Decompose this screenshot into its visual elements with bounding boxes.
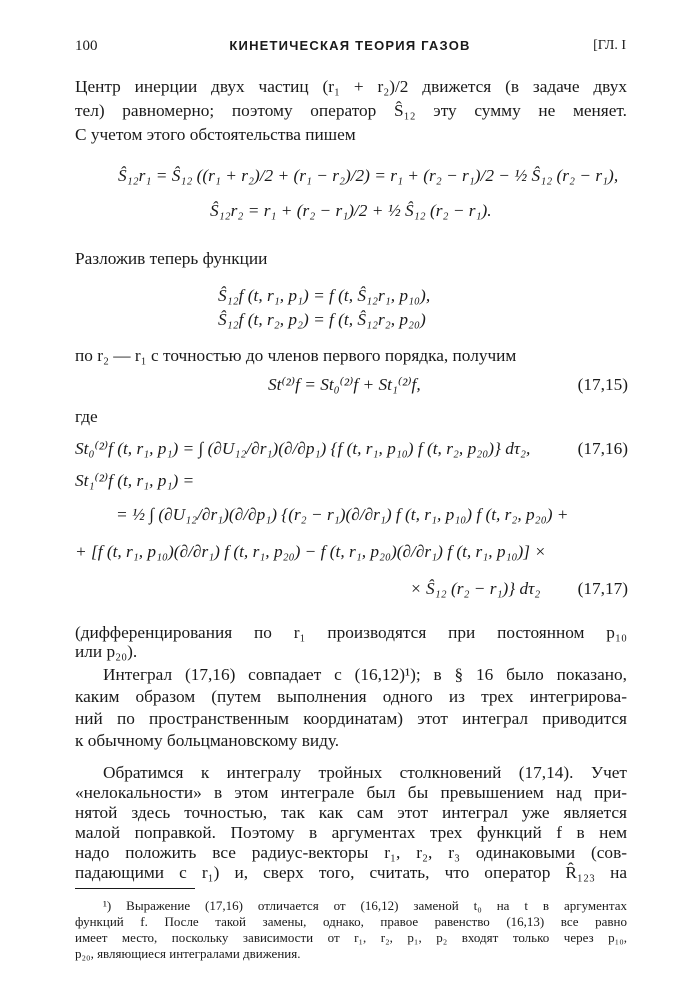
text-line: ний по пространственным координатам) этот интеграл приводится	[75, 709, 627, 728]
footnote-line: функций f. После такой замены, однако, правое равенство (16,13) все равно	[75, 914, 627, 929]
text-line: падающими с r₁) и, сверх того, считать, что оператор R̂₁₂₃ на	[75, 863, 627, 882]
text-line: Разложив теперь функции	[75, 249, 268, 268]
equation: Ŝ₁₂r₁ = Ŝ₁₂ ((r₁ + r₂)/2 + (r₁ − r₂)/2) = r₁ + (r₂ − r₁)/2 − ½ Ŝ₁₂ (r₂ − r₁),	[118, 166, 619, 185]
text-line: С учетом этого обстоятельства пишем	[75, 125, 356, 144]
equation: × Ŝ₁₂ (r₂ − r₁)} dτ₂	[410, 579, 541, 598]
text-line: Обратимся к интегралу тройных столкновений (17,14). Учет	[103, 763, 627, 782]
text-line: надо положить все радиус-векторы r₁, r₂, r₃ одинаковыми (сов-	[75, 843, 627, 862]
text-line: где	[75, 407, 98, 426]
equation: + [f (t, r₁, p₁₀)(∂/∂r₁) f (t, r₁, p₂₀) − f (t, r₁, p₂₀)(∂/∂r₁) f (t, r₁, p₁₀)] ×	[75, 542, 547, 561]
text-line: или p₂₀).	[75, 642, 138, 661]
equation-number: (17,16)	[577, 439, 628, 458]
equation: = ½ ∫ (∂U₁₂/∂r₁)(∂/∂p₁) {(r₂ − r₁)(∂/∂r₁) f (t, r₁, p₁₀) f (t, r₂, p₂₀) +	[116, 505, 569, 524]
text-line: каким образом (путем выполнения одного из трех интегрирова-	[75, 687, 627, 706]
text-line: малой поправкой. Поэтому в аргументах трех функций f в нем	[75, 823, 627, 842]
equation: Ŝ₁₂f (t, r₁, p₁) = f (t, Ŝ₁₂r₁, p₁₀),	[218, 286, 431, 305]
text-line: тел) равномерно; поэтому оператор Ŝ₁₂ эту сумму не меняет.	[75, 101, 627, 120]
text-line: (дифференцирования по r₁ производятся при постоянном p₁₀	[75, 623, 627, 642]
equation: Ŝ₁₂r₂ = r₁ + (r₂ − r₁)/2 + ½ Ŝ₁₂ (r₂ − r₁).	[210, 201, 492, 220]
equation: St₀⁽²⁾f (t, r₁, p₁) = ∫ (∂U₁₂/∂r₁)(∂/∂p₁) {f (t, r₁, p₁₀) f (t, r₂, p₂₀)} dτ₂,	[75, 439, 531, 458]
running-title: КИНЕТИЧЕСКАЯ ТЕОРИЯ ГАЗОВ	[229, 38, 471, 53]
equation: Ŝ₁₂f (t, r₂, p₂) = f (t, Ŝ₁₂r₂, p₂₀)	[218, 310, 426, 329]
page-number: 100	[75, 38, 98, 54]
equation-number: (17,15)	[577, 375, 628, 394]
equation: St₁⁽²⁾f (t, r₁, p₁) =	[75, 471, 195, 490]
text-line: Центр инерции двух частиц (r₁ + r₂)/2 движется (в задаче двух	[75, 77, 627, 96]
equation-number: (17,17)	[577, 579, 628, 598]
text-line: «нелокальности» в этом интеграле был бы превышением над при-	[75, 783, 627, 802]
footnote-line: имеет место, поскольку зависимости от r₁, r₂, p₁, p₂ входят только через p₁₀,	[75, 930, 627, 945]
text-line: к обычному больцмановскому виду.	[75, 731, 340, 750]
text-line: по r₂ — r₁ с точностью до членов первого порядка, получим	[75, 346, 517, 365]
footnote-rule	[75, 888, 195, 889]
footnote-line: ¹) Выражение (17,16) отличается от (16,12) заменой t₀ на t в аргументах	[103, 898, 627, 913]
text-line: Интеграл (17,16) совпадает с (16,12)¹); в § 16 было показано,	[103, 665, 627, 684]
footnote-line: p₂₀, являющиеся интегралами движения.	[75, 946, 301, 961]
text-line: нятой здесь точностью, так как сам этот интеграл уже является	[75, 803, 627, 822]
equation: St⁽²⁾f = St₀⁽²⁾f + St₁⁽²⁾f,	[268, 375, 421, 394]
chapter-label: [ГЛ. I	[593, 38, 626, 53]
